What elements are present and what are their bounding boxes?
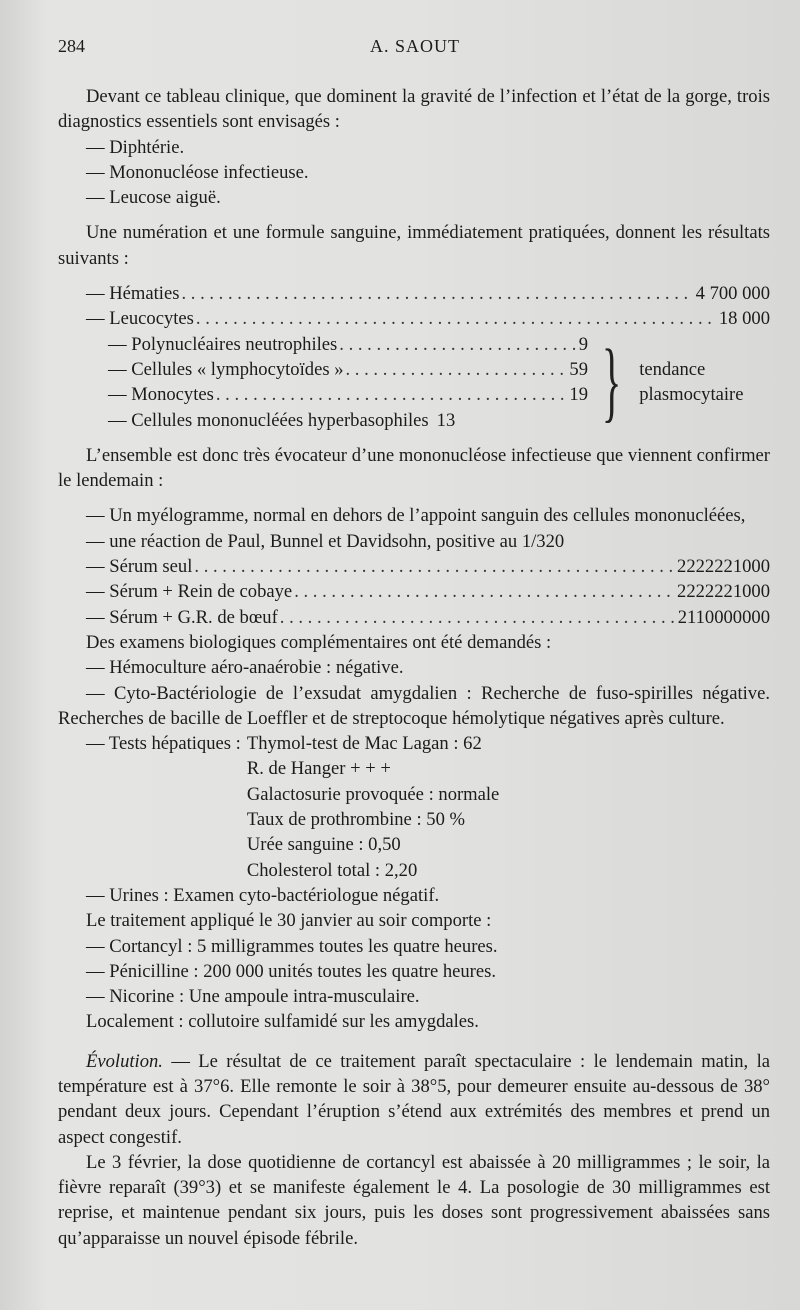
intro-paragraph: Devant ce tableau clinique, que dominent la gravité de l’infection et l’état de la gorge, trois diagnostics essentiels sont envisagés : <box>58 86 770 133</box>
serum-label: — Sérum + G.R. de bœuf <box>86 606 278 628</box>
blood-label: — Hématies <box>86 283 180 305</box>
formula-value: 19 <box>569 384 588 406</box>
diagnosis-item: — Mononucléose infectieuse. <box>86 161 309 183</box>
formula-row <box>108 332 588 357</box>
myelogram-item: — Un myélogramme, normal en dehors de l’appoint sanguin des cellules mononucléées, <box>86 505 746 527</box>
diagnosis-item: — Leucose aiguë. <box>86 187 221 209</box>
evolution-text: — Le résultat de ce traitement paraît spectaculaire : le lendemain matin, la température est à 37°6. Elle remonte le soir à 38°5, pour demeurer ensuite au-dessous de 38° pendant deux jours. Cependant l’éruption s’étend aux extrémités des membres et prend un aspect congestif. <box>58 1050 770 1148</box>
treatment-item: — Cortancyl : 5 milligrammes toutes les quatre heures. <box>86 935 498 957</box>
diagnosis-item: — Diphtérie. <box>86 136 185 158</box>
evolution-title: Évolution. <box>86 1050 163 1072</box>
treatment-item: — Pénicilline : 200 000 unités toutes les quatre heures. <box>86 960 497 982</box>
running-head: A. SAOUT <box>370 36 461 56</box>
localement-paragraph: Localement : collutoire sulfamidé sur les amygdales. <box>86 1011 479 1033</box>
formula-label: — Polynucléaires neutrophiles <box>108 333 338 355</box>
formula-row <box>108 357 588 382</box>
examens-paragraph: Des examens biologiques complémentaires ont été demandés : <box>86 631 552 653</box>
leukocyte-formula <box>58 332 770 433</box>
test-item: Cholesterol total : 2,20 <box>246 859 418 881</box>
serum-value: 2222221000 <box>677 581 770 603</box>
tests-lead: — Tests hépatiques : <box>86 733 241 755</box>
leader-dots <box>346 357 568 382</box>
fevrier-paragraph: Le 3 février, la dose quotidienne de cortancyl est abaissée à 20 milligrammes ; le soir, la fièvre reparaît (39°3) et se manifeste également le 4. La posologie de 30 milligrammes est reprise, et maintenue pendant six jours, puis les doses sont progressivement abaissées sans qu’apparaisse un nouvel épisode fébrile. <box>58 1151 770 1249</box>
paul-item: — une réaction de Paul, Bunnel et Davidsohn, positive au 1/320 <box>86 530 565 552</box>
serum-label: — Sérum seul <box>86 556 193 578</box>
test-item: Urée sanguine : 0,50 <box>246 834 401 856</box>
test-item: Thymol-test de Mac Lagan : 62 <box>246 733 482 755</box>
leader-dots <box>194 554 675 579</box>
blood-value: 18 000 <box>718 308 770 330</box>
serum-value: 2110000000 <box>677 606 770 628</box>
serum-row <box>58 554 770 579</box>
test-item: Taux de prothrombine : 50 % <box>246 809 466 831</box>
formula-value: 9 <box>578 333 588 355</box>
leader-dots <box>181 281 693 306</box>
evolution-paragraph <box>58 1049 770 1150</box>
formula-note: tendance plasmocytaire <box>639 358 744 406</box>
leader-dots <box>196 306 717 331</box>
test-item: R. de Hanger + + + <box>246 758 391 780</box>
page-body <box>58 84 770 1251</box>
ensemble-paragraph: L’ensemble est donc très évocateur d’une mononucléose infectieuse que viennent confirmer le lendemain : <box>58 444 770 492</box>
numeration-paragraph: Une numération et une formule sanguine, immédiatement pratiquées, donnent les résultats suivants : <box>58 222 770 269</box>
hemoculture-item: — Hémoculture aéro-anaérobie : négative. <box>86 657 404 679</box>
treatment-item: — Nicorine : Une ampoule intra-musculaire. <box>86 986 420 1008</box>
formula-label: — Cellules mononucléées hyperbasophiles <box>108 409 429 431</box>
serum-value: 2222221000 <box>677 556 770 578</box>
formula-value: 59 <box>569 358 588 380</box>
leader-dots <box>216 382 568 407</box>
serum-label: — Sérum + Rein de cobaye <box>86 581 293 603</box>
hepatic-tests <box>58 731 770 883</box>
serum-row <box>58 605 770 630</box>
leader-dots <box>280 605 676 630</box>
urines-item: — Urines : Examen cyto-bactériologue négatif. <box>86 884 440 906</box>
serum-row <box>58 579 770 604</box>
brace-glyph: } <box>601 332 622 432</box>
test-item: Galactosurie provoquée : normale <box>246 783 500 805</box>
traitement-paragraph: Le traitement appliqué le 30 janvier au soir comporte : <box>86 910 492 932</box>
blood-label: — Leucocytes <box>86 308 194 330</box>
page-header <box>58 36 760 66</box>
blood-value: 4 700 000 <box>695 283 770 305</box>
leader-dots <box>294 579 675 604</box>
page-number: 284 <box>58 36 85 56</box>
formula-row <box>108 408 588 433</box>
formula-row <box>108 382 588 407</box>
blood-row <box>58 306 770 331</box>
formula-label: — Cellules « lymphocytoïdes » <box>108 358 344 380</box>
leader-dots <box>339 332 576 357</box>
formula-label: — Monocytes <box>108 384 214 406</box>
cyto-item: — Cyto-Bactériologie de l’exsudat amygdalien : Recherche de fuso-spirilles négative. Recherches de bacille de Loeffler et de streptocoque hémolytique négatives après culture. <box>58 682 770 729</box>
formula-value: 13 <box>436 409 456 431</box>
blood-row <box>58 281 770 306</box>
